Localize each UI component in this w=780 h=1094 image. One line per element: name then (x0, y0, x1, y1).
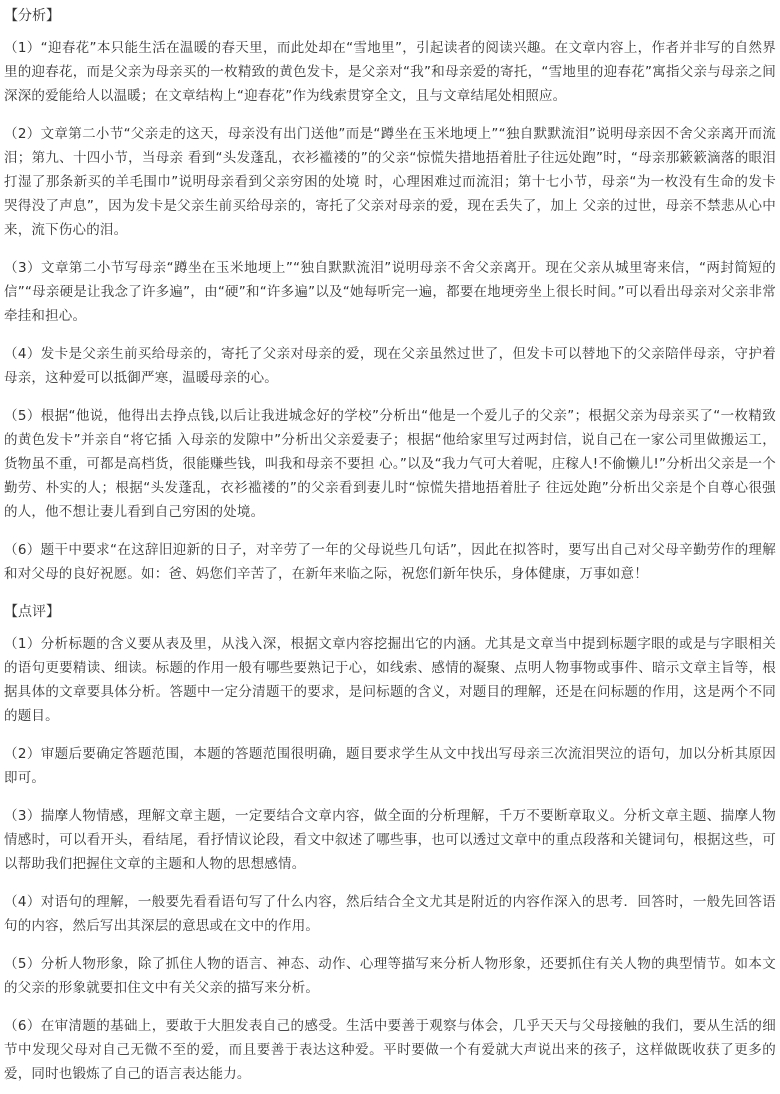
comment-paragraph-6: （6）在审清题的基础上，要敢于大胆发表自己的感受。生活中要善于观察与体会，几乎天天与父母接触的我们，要从生活的细节中发现父母对自己无微不至的爱，而且要善于表达这种爱。平时要做一个有爱就大声说出来的孩子，这样做既收获了更多的爱，同时也锻炼了自己的语言表达能力。 (4, 1018, 776, 1082)
analysis-paragraph-1: （1）“迎春花”本只能生活在温暖的春天里，而此处却在“雪地里”，引起读者的阅读兴趣。在文章内容上，作者并非写的自然界里的迎春花，而是父亲为母亲买的一枚精致的黄色发卡，是父亲对“我”和母亲爱的寄托，“雪地里的迎春花”寓指父亲与母亲之间深深的爱能给人以温暖；在文章结构上“迎春花”作为线索贯穿全文，且与文章结尾处相照应。 (4, 40, 776, 104)
analysis-paragraph-5: （5）根据“他说，他得出去挣点钱,以后让我进城念好的学校”分析出“他是一个爱儿子的父亲”；根据父亲为母亲买了“一枚精致的黄色发卡”并亲自“将它插 入母亲的发隙中”分析出父亲爱妻子；根据“他给家里写过两封信，说自己在一家公司里做搬运工，货物虽不重，可都是高档货，很能赚些钱，叫我和母亲不要担 心。”以及“我力气可大着呢，庄稼人!不偷懒儿!”分析出父亲是一个勤劳、朴实的人；根据“头发蓬乱，衣衫褴褛的”的父亲看到妻儿时“惊慌失措地捂着肚子 往远处跑”分析出父亲是个自尊心很强的人，他不想让妻儿看到自己穷困的处境。 (4, 408, 776, 520)
analysis-paragraph-2: （2）文章第二小节“父亲走的这天，母亲没有出门送他”而是“蹲坐在玉米地埂上”“独自默默流泪”说明母亲因不舍父亲离开而流泪；第九、十四小节，当母亲 看到“头发蓬乱，衣衫褴褛的”的父亲“惊慌失措地捂着肚子往远处跑”时，“母亲那簌簌滴落的眼泪打湿了那条新买的羊毛围巾”说明母亲看到父亲穷困的处境 时，心理困难过而流泪；第十七小节，母亲“为一枚没有生命的发卡哭得没了声息”，因为发卡是父亲生前买给母亲的，寄托了父亲对母亲的爱，现在丢失了，加上 父亲的过世，母亲不禁悲从心中来，流下伤心的泪。 (4, 126, 776, 238)
comment-paragraph-4: （4）对语句的理解，一般要先看看语句写了什么内容，然后结合全文尤其是附近的内容作深入的思考．回答时，一般先回答语句的内容，然后写出其深层的意思或在文中的作用。 (4, 894, 776, 934)
comment-paragraph-1: （1）分析标题的含义要从表及里，从浅入深，根据文章内容挖掘出它的内涵。尤其是文章当中提到标题字眼的或是与字眼相关的语句更要精读、细读。标题的作用一般有哪些要熟记于心，如线索、感情的凝聚、点明人物事物或事件、暗示文章主旨等，根据具体的文章要具体分析。答题中一定分清题干的要求，是问标题的含义，对题目的理解，还是在问标题的作用，这是两个不同的题目。 (4, 636, 776, 724)
comment-heading: 【点评】 (4, 604, 60, 620)
comment-paragraph-3: （3）揣摩人物情感，理解文章主题，一定要结合文章内容，做全面的分析理解，千万不要断章取义。分析文章主题、揣摩人物情感时，可以看开头，看结尾，看抒情议论段，看文中叙述了哪些事，也可以透过文章中的重点段落和关键词句，根据这些，可以帮助我们把握住文章的主题和人物的思想感情。 (4, 808, 776, 872)
analysis-paragraph-6: （6）题干中要求“在这辞旧迎新的日子，对辛劳了一年的父母说些几句话”，因此在拟答时，要写出自己对父母辛勤劳作的理解和对父母的良好祝愿。如：爸、妈您们辛苦了，在新年来临之际，祝您们新年快乐，身体健康，万事如意！ (4, 542, 776, 582)
analysis-paragraph-3: （3）文章第二小节写母亲“蹲坐在玉米地埂上”“独自默默流泪”说明母亲不舍父亲离开。现在父亲从城里寄来信，“两封简短的信”“母亲硬是让我念了许多遍”，由“硬”和“许多遍”以及“她每听完一遍，都要在地埂旁坐上很长时间。”可以看出母亲对父亲非常牵挂和担心。 (4, 260, 776, 324)
analysis-heading: 【分析】 (4, 8, 60, 24)
comment-paragraph-5: （5）分析人物形象，除了抓住人物的语言、神态、动作、心理等描写来分析人物形象，还要抓住有关人物的典型情节。如本文的父亲的形象就要扣住文中有关父亲的描写来分析。 (4, 956, 776, 996)
analysis-paragraph-4: （4）发卡是父亲生前买给母亲的，寄托了父亲对母亲的爱，现在父亲虽然过世了，但发卡可以替地下的父亲陪伴母亲，守护着母亲，这种爱可以抵御严寒，温暖母亲的心。 (4, 346, 776, 386)
comment-paragraph-2: （2）审题后要确定答题范围，本题的答题范围很明确，题目要求学生从文中找出写母亲三次流泪哭泣的语句，加以分析其原因即可。 (4, 746, 776, 786)
